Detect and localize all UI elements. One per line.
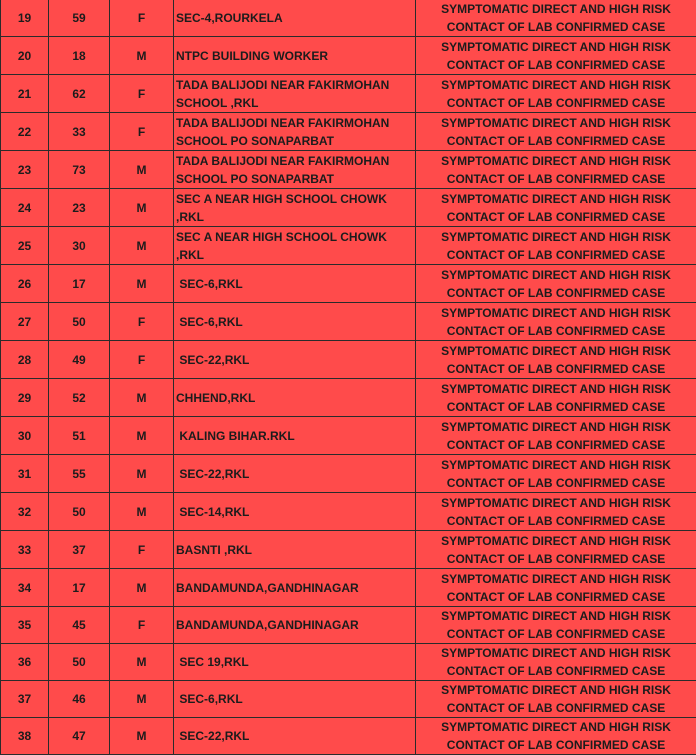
- address-cell: SEC-6,RKL: [174, 303, 416, 341]
- age-cell: 30: [49, 227, 110, 265]
- serial-number-cell: 33: [1, 531, 49, 569]
- table-row: [1, 227, 696, 265]
- age-cell: 51: [49, 417, 110, 455]
- age-cell: 49: [49, 341, 110, 379]
- category-cell: SYMPTOMATIC DIRECT AND HIGH RISK CONTACT OF LAB CONFIRMED CASE: [416, 417, 696, 455]
- table-row: [1, 493, 696, 531]
- table-row: [1, 341, 696, 379]
- case-table-body: [1, 0, 696, 755]
- age-cell: 17: [49, 569, 110, 607]
- address-cell: TADA BALIJODI NEAR FAKIRMOHAN SCHOOL PO SONAPARBAT: [174, 151, 416, 189]
- table-row: [1, 0, 696, 37]
- sex-cell: M: [110, 455, 174, 493]
- serial-number-cell: 25: [1, 227, 49, 265]
- serial-number-cell: 29: [1, 379, 49, 417]
- address-cell: CHHEND,RKL: [174, 379, 416, 417]
- table-row: [1, 417, 696, 455]
- table-row: [1, 607, 696, 644]
- sex-cell: M: [110, 417, 174, 455]
- sex-cell: F: [110, 113, 174, 151]
- serial-number-cell: 24: [1, 189, 49, 227]
- category-cell: SYMPTOMATIC DIRECT AND HIGH RISK CONTACT OF LAB CONFIRMED CASE: [416, 718, 696, 755]
- serial-number-cell: 30: [1, 417, 49, 455]
- age-cell: 73: [49, 151, 110, 189]
- sex-cell: M: [110, 493, 174, 531]
- age-cell: 50: [49, 303, 110, 341]
- serial-number-cell: 26: [1, 265, 49, 303]
- category-cell: SYMPTOMATIC DIRECT AND HIGH RISK CONTACT OF LAB CONFIRMED CASE: [416, 341, 696, 379]
- address-cell: SEC-6,RKL: [174, 681, 416, 718]
- category-cell: SYMPTOMATIC DIRECT AND HIGH RISK CONTACT OF LAB CONFIRMED CASE: [416, 493, 696, 531]
- address-cell: SEC A NEAR HIGH SCHOOL CHOWK ,RKL: [174, 189, 416, 227]
- serial-number-cell: 21: [1, 75, 49, 113]
- age-cell: 47: [49, 718, 110, 755]
- table-row: [1, 531, 696, 569]
- age-cell: 33: [49, 113, 110, 151]
- category-cell: SYMPTOMATIC DIRECT AND HIGH RISK CONTACT OF LAB CONFIRMED CASE: [416, 681, 696, 718]
- table-row: [1, 718, 696, 755]
- table-row: [1, 455, 696, 493]
- serial-number-cell: 36: [1, 644, 49, 681]
- sex-cell: F: [110, 531, 174, 569]
- category-cell: SYMPTOMATIC DIRECT AND HIGH RISK CONTACT OF LAB CONFIRMED CASE: [416, 531, 696, 569]
- age-cell: 45: [49, 607, 110, 644]
- table-row: [1, 681, 696, 718]
- category-cell: SYMPTOMATIC DIRECT AND HIGH RISK CONTACT OF LAB CONFIRMED CASE: [416, 379, 696, 417]
- category-cell: SYMPTOMATIC DIRECT AND HIGH RISK CONTACT OF LAB CONFIRMED CASE: [416, 0, 696, 37]
- sex-cell: M: [110, 681, 174, 718]
- sex-cell: F: [110, 75, 174, 113]
- table-row: [1, 113, 696, 151]
- serial-number-cell: 23: [1, 151, 49, 189]
- sex-cell: M: [110, 227, 174, 265]
- sex-cell: M: [110, 379, 174, 417]
- table-row: [1, 151, 696, 189]
- age-cell: 52: [49, 379, 110, 417]
- table-row: [1, 569, 696, 607]
- table-row: [1, 189, 696, 227]
- serial-number-cell: 34: [1, 569, 49, 607]
- table-row: [1, 75, 696, 113]
- serial-number-cell: 31: [1, 455, 49, 493]
- sex-cell: M: [110, 37, 174, 75]
- serial-number-cell: 38: [1, 718, 49, 755]
- age-cell: 50: [49, 644, 110, 681]
- address-cell: SEC-22,RKL: [174, 341, 416, 379]
- sex-cell: M: [110, 569, 174, 607]
- age-cell: 59: [49, 0, 110, 37]
- address-cell: SEC-14,RKL: [174, 493, 416, 531]
- serial-number-cell: 28: [1, 341, 49, 379]
- category-cell: SYMPTOMATIC DIRECT AND HIGH RISK CONTACT OF LAB CONFIRMED CASE: [416, 455, 696, 493]
- category-cell: SYMPTOMATIC DIRECT AND HIGH RISK CONTACT OF LAB CONFIRMED CASE: [416, 113, 696, 151]
- age-cell: 37: [49, 531, 110, 569]
- table-row: [1, 303, 696, 341]
- sex-cell: F: [110, 607, 174, 644]
- sex-cell: F: [110, 341, 174, 379]
- sex-cell: F: [110, 0, 174, 37]
- serial-number-cell: 20: [1, 37, 49, 75]
- address-cell: SEC-22,RKL: [174, 718, 416, 755]
- address-cell: SEC A NEAR HIGH SCHOOL CHOWK ,RKL: [174, 227, 416, 265]
- table-row: [1, 379, 696, 417]
- address-cell: NTPC BUILDING WORKER: [174, 37, 416, 75]
- category-cell: SYMPTOMATIC DIRECT AND HIGH RISK CONTACT OF LAB CONFIRMED CASE: [416, 265, 696, 303]
- address-cell: SEC-6,RKL: [174, 265, 416, 303]
- serial-number-cell: 19: [1, 0, 49, 37]
- address-cell: SEC-22,RKL: [174, 455, 416, 493]
- address-cell: KALING BIHAR.RKL: [174, 417, 416, 455]
- address-cell: TADA BALIJODI NEAR FAKIRMOHAN SCHOOL ,RKL: [174, 75, 416, 113]
- age-cell: 17: [49, 265, 110, 303]
- category-cell: SYMPTOMATIC DIRECT AND HIGH RISK CONTACT OF LAB CONFIRMED CASE: [416, 644, 696, 681]
- serial-number-cell: 32: [1, 493, 49, 531]
- sex-cell: M: [110, 189, 174, 227]
- address-cell: BASNTI ,RKL: [174, 531, 416, 569]
- category-cell: SYMPTOMATIC DIRECT AND HIGH RISK CONTACT OF LAB CONFIRMED CASE: [416, 227, 696, 265]
- sex-cell: F: [110, 303, 174, 341]
- sex-cell: M: [110, 265, 174, 303]
- sex-cell: M: [110, 644, 174, 681]
- sex-cell: M: [110, 718, 174, 755]
- table-row: [1, 37, 696, 75]
- category-cell: SYMPTOMATIC DIRECT AND HIGH RISK CONTACT OF LAB CONFIRMED CASE: [416, 75, 696, 113]
- category-cell: SYMPTOMATIC DIRECT AND HIGH RISK CONTACT OF LAB CONFIRMED CASE: [416, 303, 696, 341]
- category-cell: SYMPTOMATIC DIRECT AND HIGH RISK CONTACT OF LAB CONFIRMED CASE: [416, 151, 696, 189]
- age-cell: 23: [49, 189, 110, 227]
- category-cell: SYMPTOMATIC DIRECT AND HIGH RISK CONTACT OF LAB CONFIRMED CASE: [416, 37, 696, 75]
- age-cell: 46: [49, 681, 110, 718]
- address-cell: TADA BALIJODI NEAR FAKIRMOHAN SCHOOL PO SONAPARBAT: [174, 113, 416, 151]
- age-cell: 62: [49, 75, 110, 113]
- table-row: [1, 644, 696, 681]
- category-cell: SYMPTOMATIC DIRECT AND HIGH RISK CONTACT OF LAB CONFIRMED CASE: [416, 569, 696, 607]
- address-cell: SEC 19,RKL: [174, 644, 416, 681]
- serial-number-cell: 22: [1, 113, 49, 151]
- serial-number-cell: 27: [1, 303, 49, 341]
- age-cell: 55: [49, 455, 110, 493]
- age-cell: 50: [49, 493, 110, 531]
- serial-number-cell: 37: [1, 681, 49, 718]
- table-row: [1, 265, 696, 303]
- category-cell: SYMPTOMATIC DIRECT AND HIGH RISK CONTACT OF LAB CONFIRMED CASE: [416, 607, 696, 644]
- sex-cell: M: [110, 151, 174, 189]
- address-cell: BANDAMUNDA,GANDHINAGAR: [174, 607, 416, 644]
- address-cell: SEC-4,ROURKELA: [174, 0, 416, 37]
- age-cell: 18: [49, 37, 110, 75]
- category-cell: SYMPTOMATIC DIRECT AND HIGH RISK CONTACT OF LAB CONFIRMED CASE: [416, 189, 696, 227]
- serial-number-cell: 35: [1, 607, 49, 644]
- address-cell: BANDAMUNDA,GANDHINAGAR: [174, 569, 416, 607]
